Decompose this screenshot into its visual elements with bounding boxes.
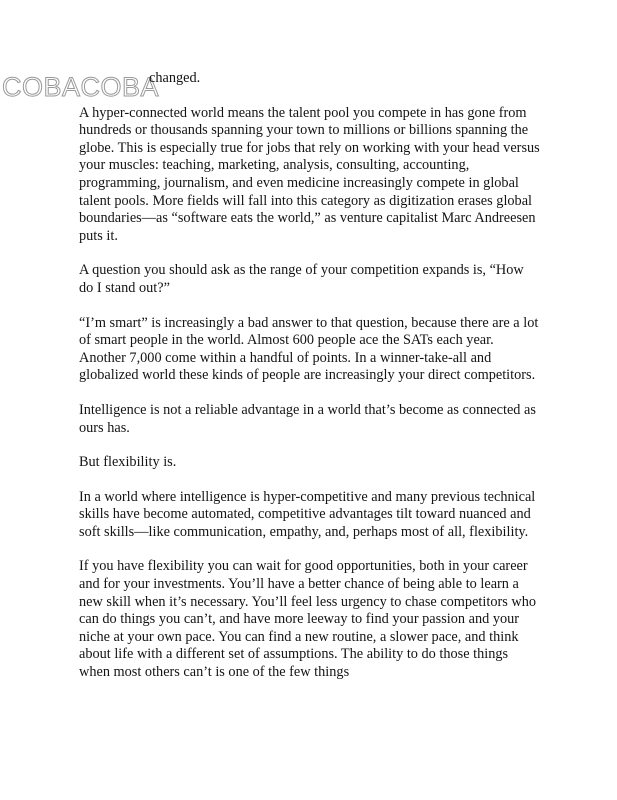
paragraph: A hyper-connected world means the talent pool you compete in has gone from hundreds or thousands spanning your town to millions or billions spanning the globe. This is especially true for jobs that rely on working with your head versus your muscles: teaching, marketing, analysis, consulting, accounting, programming, journalism, and even medicine increasingly compete in global talent pools. More fields will fall into this category as digitization erases global boundaries—as “software eats the world,” as venture capitalist Marc Andreesen puts it.	[79, 104, 540, 244]
paragraph: In a world where intelligence is hyper-competitive and many previous technical skills have become automated, competitive advantages tilt toward nuanced and soft skills—like communication, empathy, and, perhaps most of all, flexibility.	[79, 488, 536, 540]
paragraph: A question you should ask as the range of your competition expands is, “How do I stand out?”	[79, 262, 524, 296]
body-text	[79, 70, 541, 699]
paragraph: Intelligence is not a reliable advantage in a world that’s become as connected as ours has.	[79, 401, 536, 436]
paragraph-continuation: changed.	[149, 70, 201, 86]
paragraph: “I’m smart” is increasingly a bad answer to that question, because there are a lot of smart people in the world. Almost 600 people ace the SATs each year. Another 7,000 come within a handful of points. In a winner-take-all and globalized world these kinds of people are increasingly your direct competitors.	[79, 314, 539, 384]
paragraph: But flexibility is.	[79, 454, 177, 471]
paragraph: If you have flexibility you can wait for good opportunities, both in your career and for your investments. You’ll have a better chance of being able to learn a new skill when it’s necessary. You’ll feel less urgency to chase competitors who can do things you can’t, and have more leeway to find your passion and your niche at your own pace. You can find a new routine, a slower pace, and think about life with a different set of assumptions. The ability to do those things when most others can’t is one of the few things	[79, 558, 537, 681]
watermark-text: COBACOBA	[2, 72, 160, 102]
